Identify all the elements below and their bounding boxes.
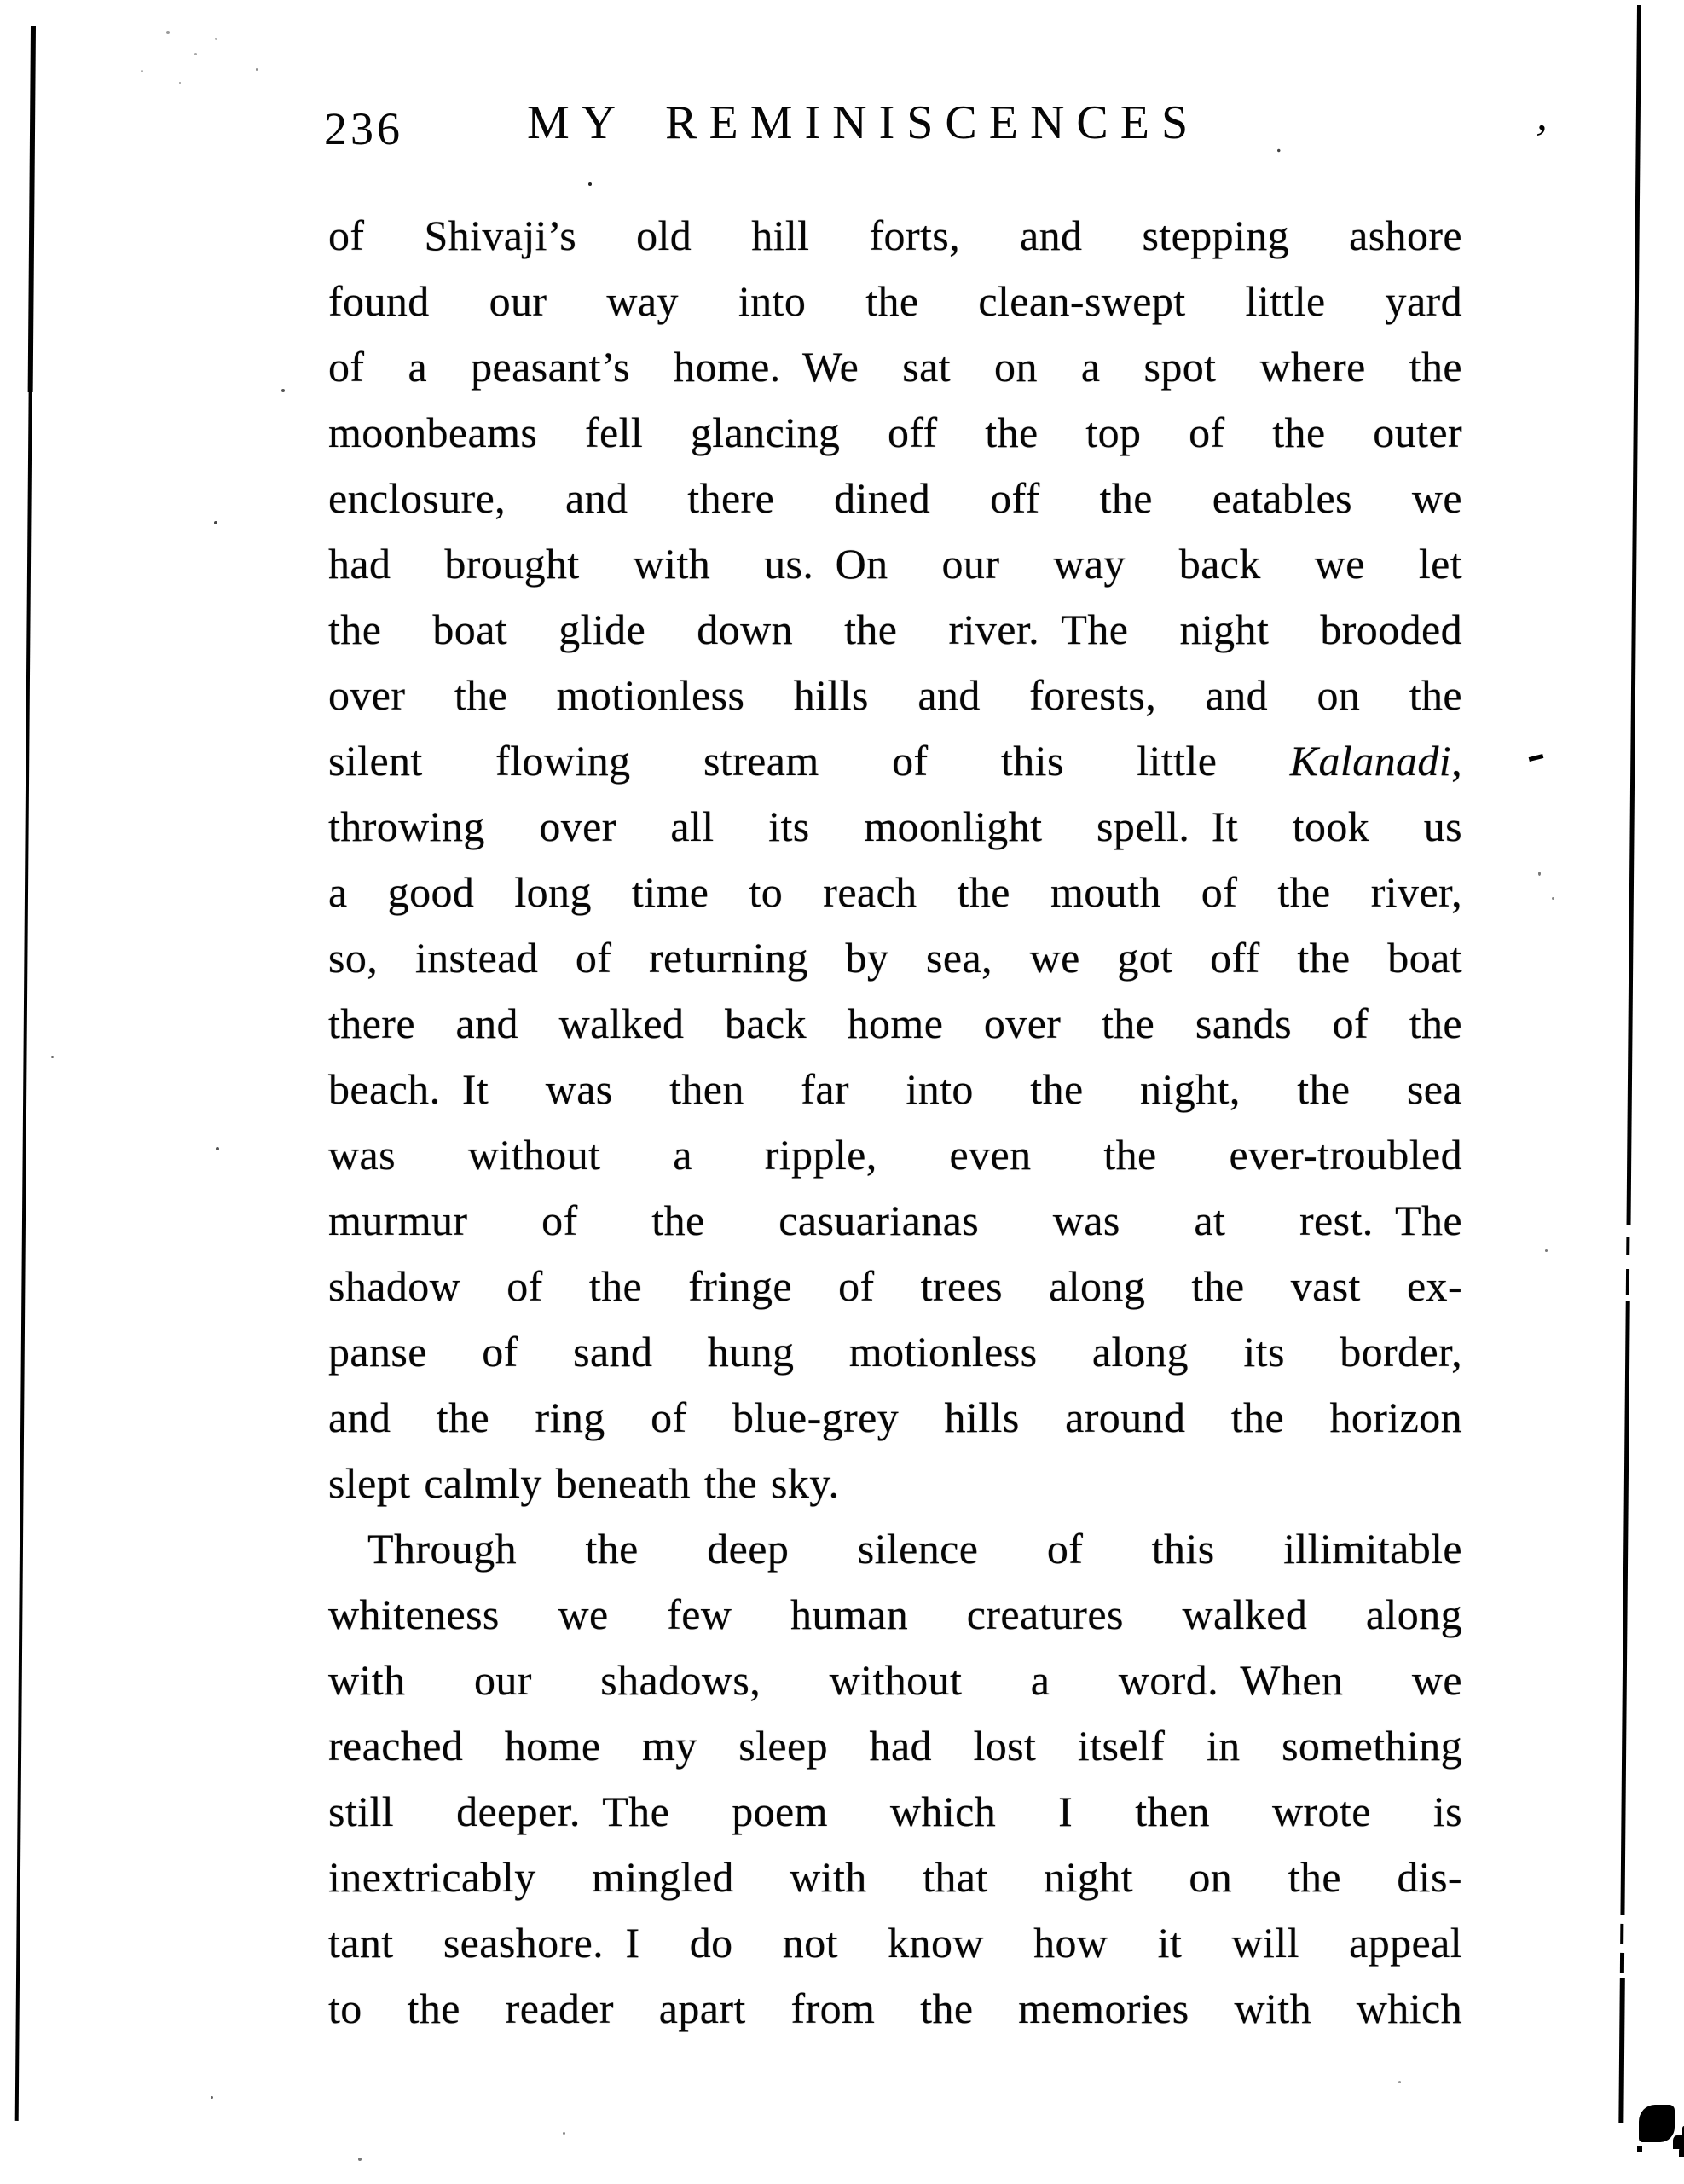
text-line-22: whiteness we few human creatures walked along bbox=[328, 1590, 1462, 1638]
scan-speckle bbox=[141, 70, 143, 72]
text-line-24: reached home my sleep had lost itself in something bbox=[328, 1722, 1462, 1770]
left-binding-line bbox=[15, 26, 35, 2121]
ink-blot bbox=[1639, 2105, 1675, 2142]
scan-speckle bbox=[358, 2158, 362, 2161]
text-line-5: enclosure, and there dined off the eatables we bbox=[328, 474, 1462, 522]
right-line-segment bbox=[1618, 1978, 1624, 2123]
header-stray-period: . bbox=[1276, 130, 1282, 158]
text-line-21: Through the deep silence of this illimitable bbox=[367, 1525, 1462, 1573]
text-line-28: to the reader apart from the memories with which bbox=[328, 1984, 1462, 2032]
text-line-15: was without a ripple, even the ever-troubled bbox=[328, 1131, 1462, 1179]
scan-speckle bbox=[194, 53, 197, 55]
text-line-20: slept calmly beneath the sky. bbox=[328, 1459, 840, 1507]
text-line-10: throwing over all its moonlight spell. It took us bbox=[328, 802, 1462, 850]
text-line-23: with our shadows, without a word. When we bbox=[328, 1656, 1462, 1704]
scan-speckle bbox=[216, 1147, 219, 1150]
italic-river-name: Kalanadi bbox=[1289, 737, 1452, 785]
right-line-segment bbox=[1627, 5, 1641, 1225]
text-line-6: had brought with us. On our way back we let bbox=[328, 540, 1462, 588]
page-number: 236 bbox=[324, 103, 403, 154]
right-line-segment bbox=[1620, 1301, 1629, 1915]
text-line-18: panse of sand hung motionless along its border, bbox=[328, 1328, 1462, 1376]
text-line-3: of a peasant’s home. We sat on a spot where the bbox=[328, 343, 1462, 391]
scan-speckle bbox=[281, 389, 285, 392]
scan-speckle bbox=[215, 38, 217, 40]
text-line-26: inextricably mingled with that night on the dis- bbox=[328, 1853, 1462, 1901]
text-line-19: and the ring of blue-grey hills around the horizon bbox=[328, 1393, 1462, 1441]
right-line-dash bbox=[1620, 1924, 1623, 1944]
paragraph-1 bbox=[328, 203, 1462, 1516]
text-line-16: murmur of the casuarianas was at rest. The bbox=[328, 1196, 1462, 1244]
right-line-dash bbox=[1620, 1953, 1624, 1973]
right-binding-line bbox=[1618, 5, 1644, 2141]
margin-dash-mark bbox=[1529, 754, 1544, 762]
right-line-dash bbox=[1626, 1269, 1629, 1295]
text-line-2: found our way into the clean-swept little yard bbox=[328, 277, 1462, 325]
scan-speckle bbox=[563, 2132, 565, 2135]
text-line-14: beach. It was then far into the night, the sea bbox=[328, 1065, 1462, 1113]
page-text bbox=[328, 203, 1462, 2042]
scan-speckle bbox=[1552, 897, 1554, 900]
text-line-13: there and walked back home over the sands of the bbox=[328, 999, 1462, 1047]
text-line-7: the boat glide down the river. The night brooded bbox=[328, 605, 1462, 653]
scan-speckle bbox=[51, 1056, 54, 1058]
scan-speckle bbox=[214, 521, 217, 524]
text-line-4: moonbeams fell glancing off the top of the outer bbox=[328, 408, 1462, 456]
scan-speckle bbox=[211, 2096, 213, 2099]
scan-speckle bbox=[166, 31, 170, 34]
scan-speckle bbox=[256, 68, 258, 71]
stray-apostrophe-mark: ’ bbox=[1530, 114, 1551, 164]
page-header bbox=[0, 96, 1684, 164]
text-line-1: of Shivaji’s old hill forts, and stepping ashore bbox=[328, 211, 1462, 259]
right-line-dash bbox=[1626, 1237, 1629, 1255]
paragraph-2 bbox=[328, 1516, 1462, 2042]
text-line-8: over the motionless hills and forests, and on the bbox=[328, 671, 1462, 719]
scan-speckle bbox=[179, 82, 181, 84]
text-line-9: silent flowing stream of this little Kalanadi, bbox=[328, 737, 1462, 785]
text-line-11: a good long time to reach the mouth of the river, bbox=[328, 868, 1462, 916]
scan-speckle bbox=[1398, 2081, 1401, 2083]
header-title: MY REMINISCENCES bbox=[527, 96, 1201, 149]
text-line-25: still deeper. The poem which I then wrote is bbox=[328, 1787, 1462, 1835]
text-line-12: so, instead of returning by sea, we got off the boat bbox=[328, 934, 1462, 982]
text-line-27: tant seashore. I do not know how it will appeal bbox=[328, 1919, 1462, 1967]
scan-speckle bbox=[1545, 1249, 1548, 1252]
scan-speckle bbox=[588, 182, 592, 186]
scan-speckle bbox=[1538, 872, 1541, 876]
text-line-17: shadow of the fringe of trees along the vast ex- bbox=[328, 1262, 1462, 1310]
